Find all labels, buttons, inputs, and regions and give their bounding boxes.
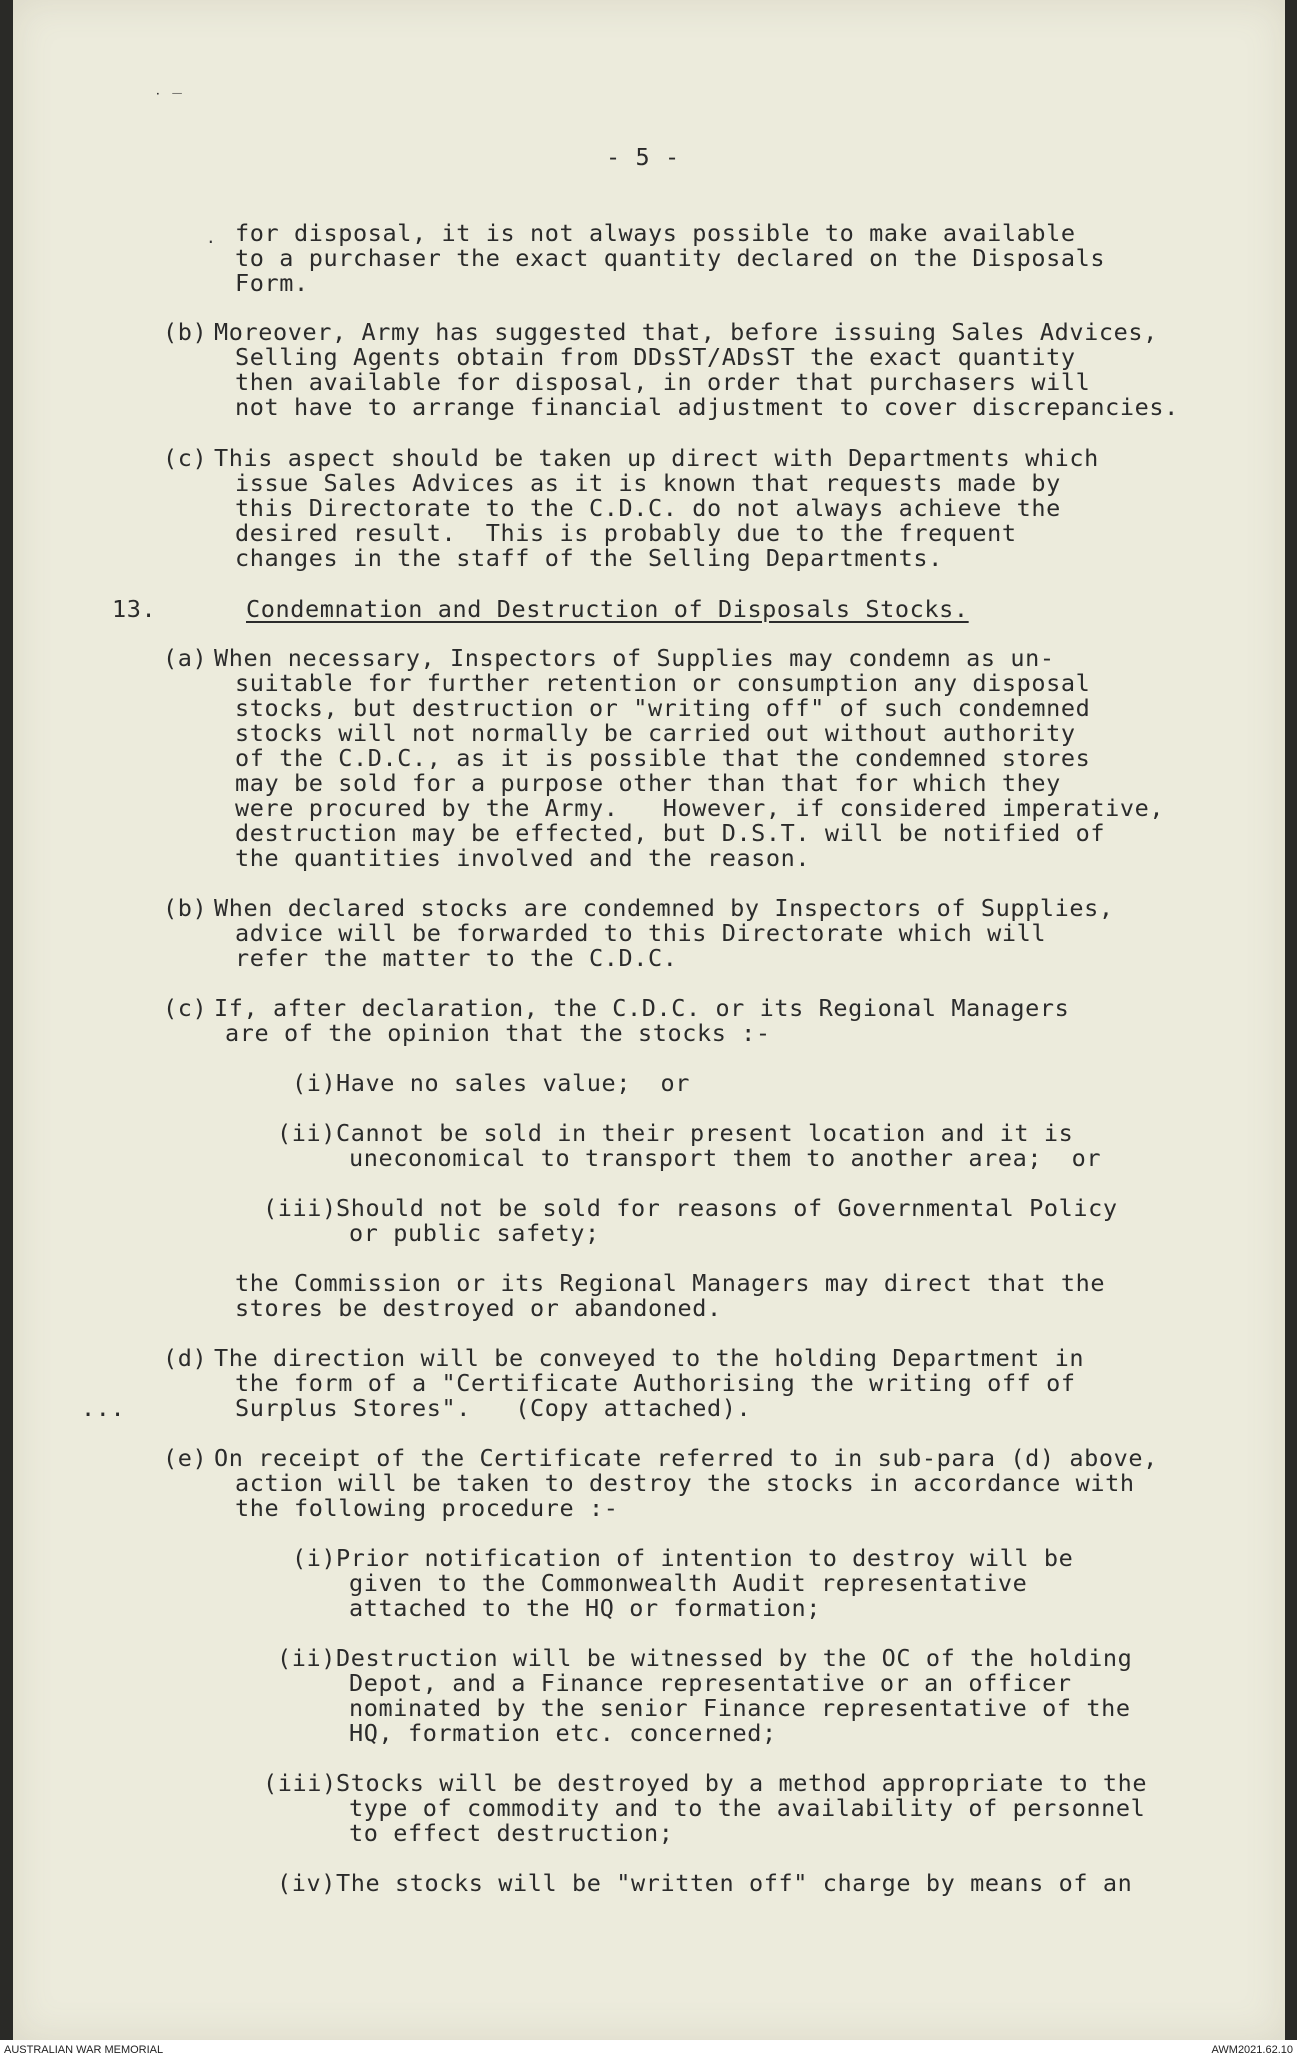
sec13-e-line: the following procedure :- (235, 1494, 619, 1522)
sec13-e-item-marker: (i) (292, 1544, 337, 1572)
sec13-a-line: of the C.D.C., as it is possible that the condemned stores (235, 744, 1091, 772)
sec13-b-line: refer the matter to the C.D.C. (235, 944, 678, 972)
page-mark: ˙ ‾ (153, 90, 182, 109)
sec13-c-line: are of the opinion that the stocks :- (225, 1019, 771, 1047)
sec13-c-line: If, after declaration, the C.D.C. or its Regional Managers (214, 994, 1070, 1022)
sec13-b-line: When declared stocks are condemned by Inspectors of Supplies, (214, 894, 1114, 922)
sec13-c-item-line: uneconomical to transport them to another area; or (349, 1144, 1102, 1172)
sec13-e-item-line: type of commodity and to the availability of personnel (349, 1794, 1146, 1822)
footer-reference: AWM2021.62.10 (1211, 2044, 1293, 2056)
sec13-d-line: Surplus Stores". (Copy attached). (235, 1394, 752, 1422)
sec13-e-marker: (e) (163, 1444, 208, 1472)
section-number: 13. (112, 595, 157, 623)
para-c-marker: (c) (163, 444, 208, 472)
sec13-c-item-line: Should not be sold for reasons of Governmental Policy (336, 1194, 1118, 1222)
sec13-a-line: may be sold for a purpose other than that for which they (235, 769, 1061, 797)
intro-line: Form. (235, 269, 309, 297)
intro-line: to a purchaser the exact quantity declared on the Disposals (235, 244, 1106, 272)
sec13-a-line: stocks, but destruction or "writing off" of such condemned (235, 694, 1091, 722)
sec13-d-line: The direction will be conveyed to the holding Department in (214, 1344, 1085, 1372)
sec13-e-item-line: given to the Commonwealth Audit representative (349, 1569, 1028, 1597)
sec13-c-item-line: Cannot be sold in their present location and it is (336, 1119, 1074, 1147)
sec13-a-line: were procured by the Army. However, if considered imperative, (235, 794, 1165, 822)
sec13-e-item-line: HQ, formation etc. concerned; (349, 1719, 777, 1747)
sec13-c-closing-line: stores be destroyed or abandoned. (235, 1294, 722, 1322)
sec13-c-marker: (c) (163, 994, 208, 1022)
sec13-b-marker: (b) (163, 894, 208, 922)
para-c-line: desired result. This is probably due to the frequent (235, 519, 1017, 547)
para-b-line: Selling Agents obtain from DDsST/ADsST the exact quantity (235, 343, 1076, 371)
sec13-c-item-line: Have no sales value; or (336, 1069, 690, 1097)
sec13-e-item-line: Depot, and a Finance representative or an officer (349, 1669, 1072, 1697)
sec13-e-line: On receipt of the Certificate referred to in sub-para (d) above, (214, 1444, 1158, 1472)
sec13-e-item-marker: (ii) (277, 1644, 336, 1672)
section-heading: Condemnation and Destruction of Disposals Stocks. (246, 595, 969, 623)
sec13-e-item-marker: (iv) (277, 1869, 336, 1897)
sec13-c-item-marker: (iii) (263, 1194, 337, 1222)
stray-dot: . (206, 228, 216, 247)
sec13-e-item-line: attached to the HQ or formation; (349, 1594, 821, 1622)
para-b-marker: (b) (163, 318, 208, 346)
sec13-e-item-line: The stocks will be "written off" charge by means of an (336, 1869, 1133, 1897)
margin-note: ... (81, 1394, 126, 1422)
sec13-a-line: destruction may be effected, but D.S.T. will be notified of (235, 819, 1106, 847)
sec13-e-item-line: to effect destruction; (349, 1819, 674, 1847)
sec13-a-line: When necessary, Inspectors of Supplies may condemn as un- (214, 644, 1055, 672)
sec13-c-item-marker: (ii) (277, 1119, 336, 1147)
intro-line: for disposal, it is not always possible to make available (235, 219, 1076, 247)
sec13-c-item-line: or public safety; (349, 1219, 600, 1247)
sec13-b-line: advice will be forwarded to this Directorate which will (235, 919, 1047, 947)
footer-institution: AUSTRALIAN WAR MEMORIAL (4, 2044, 164, 2056)
para-c-line: this Directorate to the C.D.C. do not always achieve the (235, 494, 1061, 522)
sec13-e-item-line: Prior notification of intention to destroy will be (336, 1544, 1074, 1572)
archive-footer (0, 2040, 1297, 2061)
page-number: - 5 - (606, 143, 680, 171)
sec13-e-item-line: Stocks will be destroyed by a method appropriate to the (336, 1769, 1148, 1797)
sec13-d-marker: (d) (163, 1344, 208, 1372)
para-c-line: This aspect should be taken up direct with Departments which (214, 444, 1099, 472)
para-b-line: Moreover, Army has suggested that, before issuing Sales Advices, (214, 318, 1158, 346)
sec13-e-item-line: Destruction will be witnessed by the OC of the holding (336, 1644, 1133, 1672)
sec13-d-line: the form of a "Certificate Authorising the writing off of (235, 1369, 1076, 1397)
para-c-line: changes in the staff of the Selling Departments. (235, 544, 943, 572)
sec13-a-line: stocks will not normally be carried out without authority (235, 719, 1076, 747)
sec13-c-closing-line: the Commission or its Regional Managers may direct that the (235, 1269, 1106, 1297)
sec13-e-item-line: nominated by the senior Finance representative of the (349, 1694, 1131, 1722)
sec13-a-marker: (a) (163, 644, 208, 672)
para-b-line: not have to arrange financial adjustment to cover discrepancies. (235, 393, 1179, 421)
para-b-line: then available for disposal, in order that purchasers will (235, 368, 1091, 396)
document-page (13, 0, 1285, 2040)
sec13-c-item-marker: (i) (292, 1069, 337, 1097)
sec13-e-item-marker: (iii) (263, 1769, 337, 1797)
para-c-line: issue Sales Advices as it is known that requests made by (235, 469, 1061, 497)
sec13-e-line: action will be taken to destroy the stocks in accordance with (235, 1469, 1135, 1497)
sec13-a-line: suitable for further retention or consumption any disposal (235, 669, 1091, 697)
sec13-a-line: the quantities involved and the reason. (235, 844, 811, 872)
